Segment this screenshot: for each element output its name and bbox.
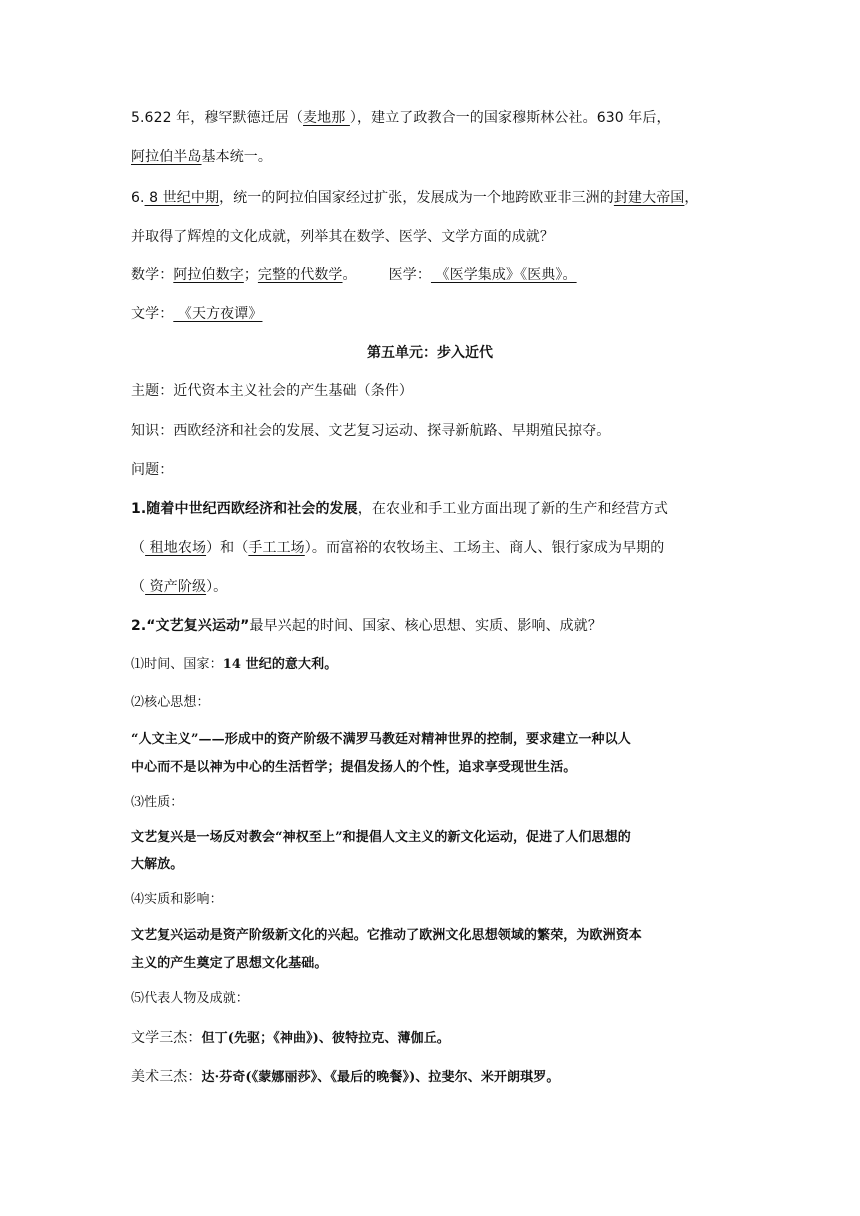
unit-q2-line-1 (131, 616, 602, 636)
answer-bourgeoisie: 资产阶级 (145, 579, 207, 595)
literature-answer: 《天方夜谭》 (173, 306, 263, 322)
sub-answer: 14 世纪的意大利。 (222, 657, 338, 672)
q2-sub-2-label: ⑵核心思想： (131, 695, 210, 710)
q6-prefix: 6. (131, 190, 145, 206)
question-5-line-1 (131, 108, 671, 128)
lit-masters-label: 文学三杰： (131, 1030, 202, 1046)
unit-q1-line-1 (131, 499, 668, 519)
question-6-achievements (131, 265, 577, 285)
sub-label: ⑴时间、国家： (131, 657, 223, 672)
q6-text: ，统一的阿拉伯国家经过扩张，发展成为一个地跨欧亚非三洲的 (219, 190, 614, 206)
unit-5-title: 第五单元：步入近代 (367, 345, 493, 361)
q5-answer-arabian-peninsula: 阿拉伯半岛 (131, 149, 202, 165)
unit-q2-bold: 2.“文艺复兴运动” (131, 618, 250, 634)
art-masters-label: 美术三杰： (131, 1069, 202, 1085)
q6-text: ， (684, 190, 699, 206)
literature-three-masters (131, 1028, 450, 1049)
q2-sub-4-line-1: 文艺复兴运动是资产阶级新文化的兴起。它推动了欧洲文化思想领域的繁荣，为欧洲资本 (131, 928, 642, 943)
question-6-literature (131, 304, 262, 324)
paren-open: （ (131, 579, 146, 595)
q2-sub-2-line-1: “人文主义”——形成中的资产阶级不满罗马教廷对精神世界的控制，要求建立一种以人 (131, 732, 631, 747)
q5-text: 5.622 年，穆罕默德迁居（ (131, 110, 304, 126)
q5-answer-medina: 麦地那 (303, 110, 350, 126)
paren-close: ）。 (206, 579, 228, 595)
unit-q1-text: ，在农业和手工业方面出现了新的生产和经营方式 (357, 501, 668, 517)
q2-sub-3-label: ⑶性质： (131, 795, 184, 810)
q2-sub-4-label: ⑷实质和影响： (131, 892, 223, 907)
question-5-line-2 (131, 147, 272, 167)
unit-q1-line-2 (131, 538, 664, 558)
q2-sub-5-label: ⑸代表人物及成就： (131, 991, 249, 1006)
unit-theme: 主题：近代资本主义社会的产生基础（条件） (131, 383, 413, 399)
medicine-label: 医学： (388, 267, 431, 283)
q5-text: ），建立了政教合一的国家穆斯林公社。630 年后， (349, 110, 671, 126)
art-three-masters (131, 1067, 559, 1088)
q2-sub-1 (131, 655, 337, 675)
q2-sub-2-line-2: 中心而不是以神为中心的生活哲学；提倡发扬人的个性，追求享受现世生活。 (131, 760, 577, 775)
answer-workshop: 手工工场 (248, 540, 305, 556)
lit-masters-text: 但丁(先驱；《神曲》)、彼特拉克、薄伽丘。 (201, 1031, 450, 1046)
question-6-line-1 (131, 188, 699, 208)
answer-tenant-farm: 租地农场 (145, 540, 207, 556)
math-answer-arabic-numerals: 阿拉伯数字 (173, 267, 244, 283)
q6-answer-mid-8th-century: 8 世纪中期 (144, 190, 220, 206)
math-end: 。 (342, 267, 357, 283)
q2-sub-3-line-1: 文艺复兴是一场反对教会“神权至上”和提倡人文主义的新文化运动，促进了人们思想的 (131, 830, 631, 845)
paren-close: ）和（ (206, 540, 249, 556)
math-label: 数学： (131, 267, 174, 283)
unit-q1-line-3 (131, 577, 227, 597)
q6-answer-feudal-empire: 封建大帝国 (613, 190, 685, 206)
math-answer-algebra: 完整的代数学 (257, 267, 343, 283)
art-masters-text: 达·芬奇(《蒙娜丽莎》、《最后的晚餐》)、拉斐尔、米开朗琪罗。 (201, 1070, 560, 1085)
q2-sub-3-line-2: 大解放。 (131, 857, 184, 872)
unit-knowledge: 知识：西欧经济和社会的发展、文艺复习运动、探寻新航路、早期殖民掠夺。 (131, 423, 611, 439)
q5-text: 基本统一。 (201, 149, 272, 165)
paren-open: （ (131, 540, 146, 556)
question-6-line-2: 并取得了辉煌的文化成就，列举其在数学、医学、文学方面的成就？ (131, 229, 554, 245)
math-sep: ； (243, 267, 258, 283)
unit-q1-bold: 1.随着中世纪西欧经济和社会的发展 (131, 501, 358, 517)
unit-q2-text: 最早兴起的时间、国家、核心思想、实质、影响、成就？ (249, 618, 602, 634)
literature-label: 文学： (131, 306, 174, 322)
q2-sub-4-line-2: 主义的产生奠定了思想文化基础。 (131, 956, 328, 971)
medicine-answer: 《医学集成》《医典》。 (430, 267, 577, 283)
questions-label: 问题： (131, 462, 174, 478)
unit-q1-text: ）。而富裕的农牧场主、工场主、商人、银行家成为早期的 (304, 540, 665, 556)
